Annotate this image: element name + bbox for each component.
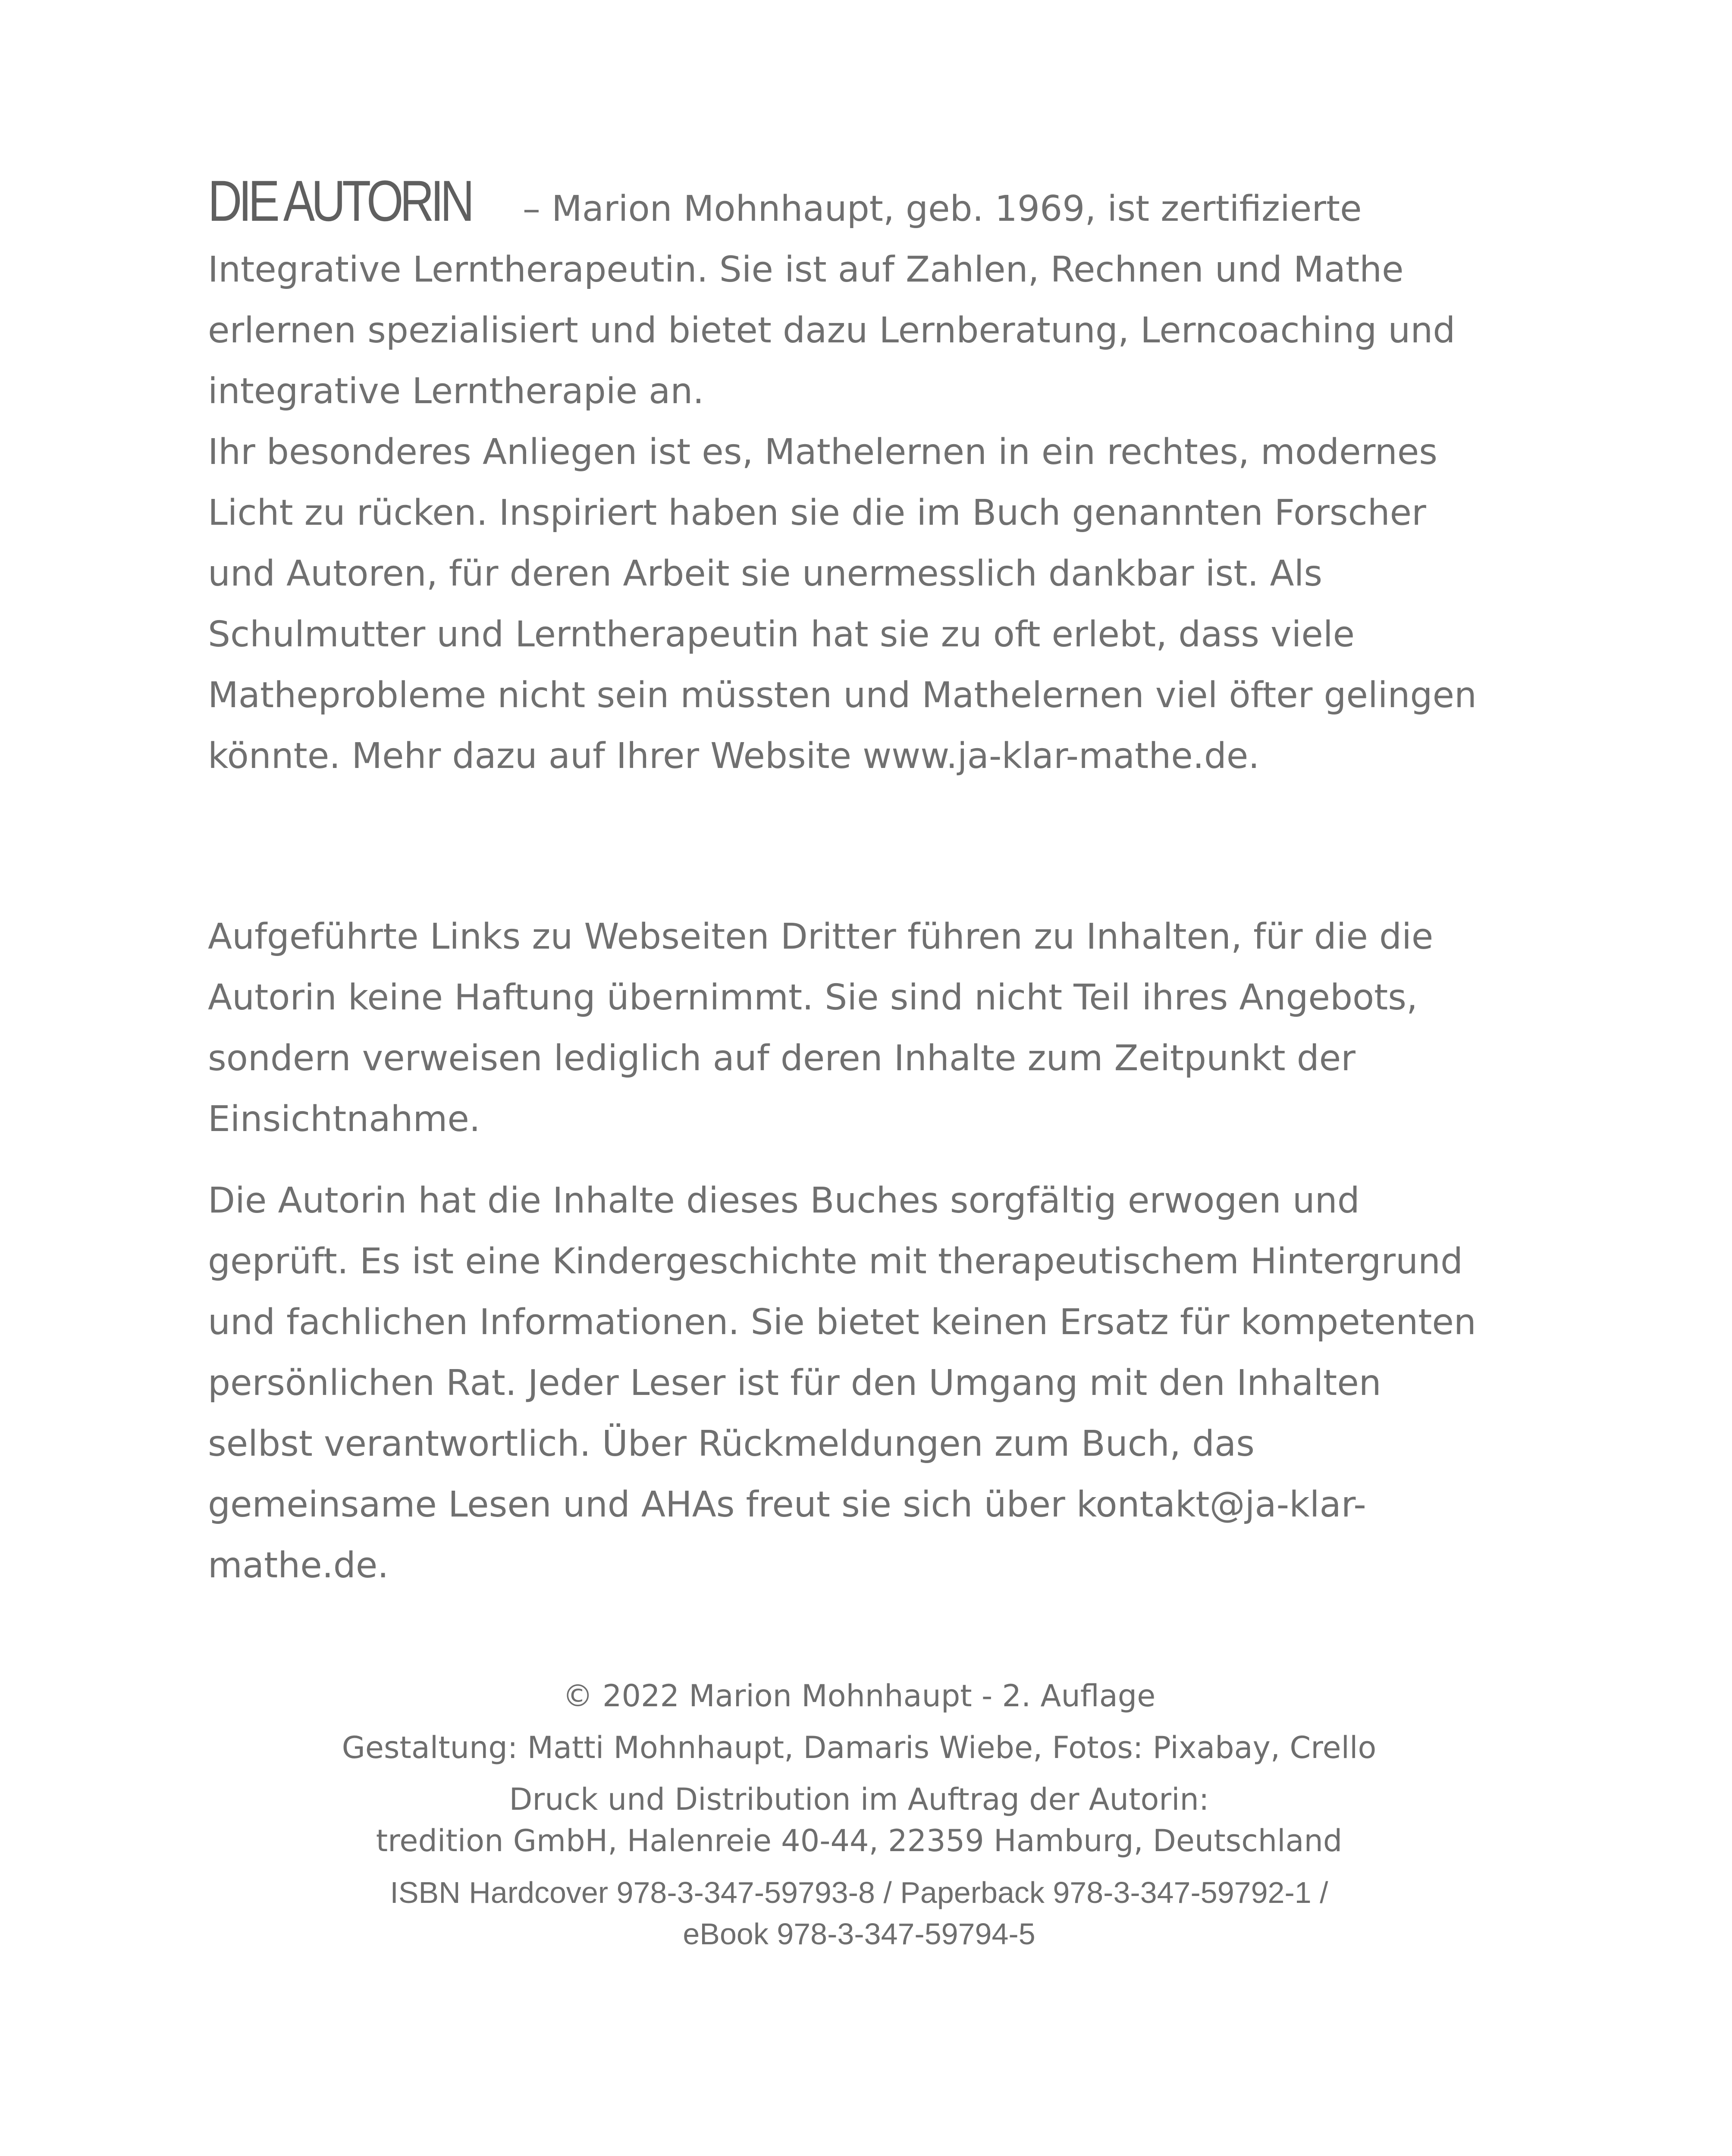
design-credits-line: Gestaltung: Matti Mohnhaupt, Damaris Wiebe, Fotos: Pixabay, Crello xyxy=(342,1730,1377,1765)
main-text xyxy=(208,169,1493,1596)
author-heading: DIE AUTORIN xyxy=(208,169,471,233)
copyright-group xyxy=(208,1675,1510,1717)
content-disclaimer-paragraph: Die Autorin hat die Inhalte dieses Buches sorgfältig erwogen und geprüft. Es ist eine Kindergeschichte mit therapeutischem Hintergrund und fachlichen Informationen. Sie bietet keinen Ersatz für kompetenten persönlichen Rat. Jeder Leser ist für den Umgang mit den Inhalten selbst verantwortlich. Über Rückmeldungen zum Buch, das gemeinsame Lesen und AHAs freut sie sich über kontakt@ja-klar-mathe.de. xyxy=(208,1180,1476,1586)
print-line-2: tredition GmbH, Halenreie 40-44, 22359 Hamburg, Deutschland xyxy=(376,1823,1343,1858)
links-disclaimer-paragraph: Aufgeführte Links zu Webseiten Dritter führen zu Inhalten, für die die Autorin keine Haftung übernimmt. Sie sind nicht Teil ihres Angebots, sondern verweisen lediglich auf deren Inhalte zum Zeitpunkt der Einsichtnahme. xyxy=(208,916,1434,1140)
isbn-line-1: ISBN Hardcover 978-3-347-59793-8 / Paperback 978-3-347-59792-1 / xyxy=(390,1876,1328,1909)
author-mission-paragraph: Ihr besonderes Anliegen ist es, Mathelernen in ein rechtes, modernes Licht zu rücken. Inspiriert haben sie die im Buch genannten Forscher und Autoren, für deren Arbeit sie unermesslich dankbar ist. Als Schulmutter und Lerntherapeutin hat sie zu oft erlebt, dass viele Matheprobleme nicht sein müssten und Mathelernen viel öfter gelingen könnte. Mehr dazu auf Ihrer Website www.ja-klar-mathe.de. xyxy=(208,432,1477,777)
colophon xyxy=(208,1675,1510,1955)
print-group xyxy=(208,1779,1510,1861)
isbn-line-2: eBook 978-3-347-59794-5 xyxy=(683,1917,1035,1951)
copyright-line: © 2022 Marion Mohnhaupt - 2. Auflage xyxy=(562,1678,1156,1714)
print-line-1: Druck und Distribution im Auftrag der Autorin: xyxy=(509,1782,1209,1817)
author-bio-text: Marion Mohnhaupt, geb. 1969, ist zertifizierte Integrative Lerntherapeutin. Sie ist auf Zahlen, Rechnen und Mathe erlernen spezialisiert und bietet dazu Lernberatung, Lerncoaching und integrative Lerntherapie an. xyxy=(208,188,1456,412)
author-bio-paragraph xyxy=(208,169,1493,422)
paragraph-spacer xyxy=(208,1150,1493,1170)
section-spacer xyxy=(208,787,1493,906)
design-group xyxy=(208,1727,1510,1768)
isbn-group xyxy=(208,1872,1510,1955)
heading-separator: – xyxy=(522,188,540,229)
